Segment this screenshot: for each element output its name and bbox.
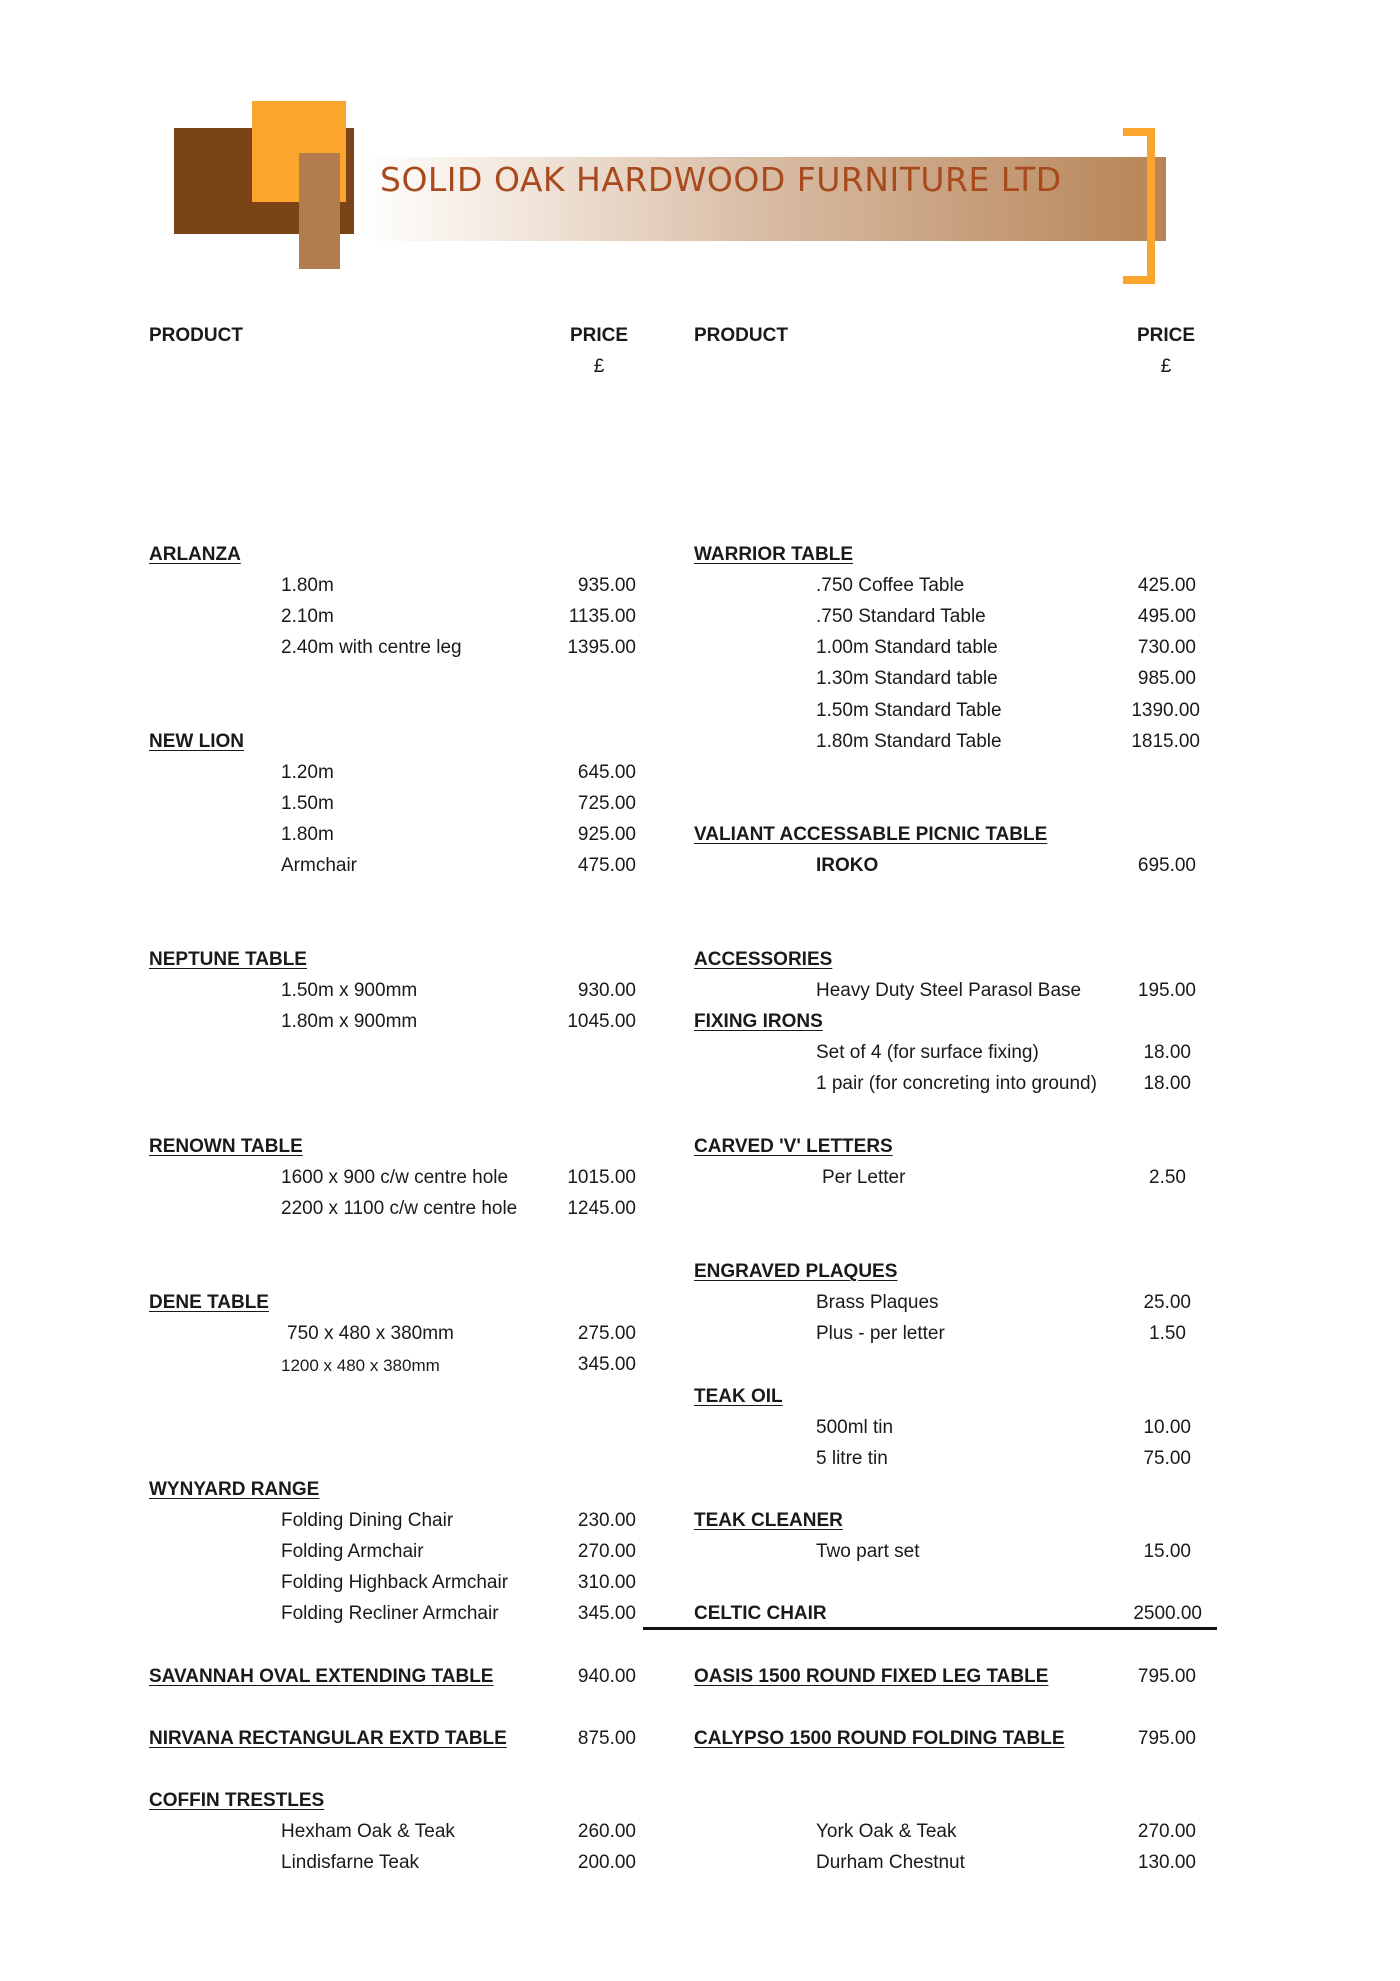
item-price: 270.00: [577, 1541, 636, 1562]
category-dene-table: DENE TABLE: [149, 1292, 269, 1313]
category-valiant-picnic-table: VALIANT ACCESSABLE PICNIC TABLE: [694, 824, 1048, 845]
item-name: Folding Armchair: [281, 1541, 424, 1562]
item-price: 195.00: [1137, 980, 1196, 1001]
category-oasis-table: OASIS 1500 ROUND FIXED LEG TABLE: [694, 1666, 1049, 1687]
banner-bracket: [1123, 128, 1155, 284]
right-currency-label: £: [1160, 356, 1172, 377]
item-price: 10.00: [1143, 1417, 1191, 1438]
celtic-divider-rule: [643, 1627, 1217, 1630]
item-name: Per Letter: [822, 1167, 906, 1188]
item-price: 2.50: [1149, 1167, 1186, 1188]
item-price: 130.00: [1137, 1852, 1196, 1873]
item-price: 1815.00: [1131, 731, 1200, 752]
category-neptune-table: NEPTUNE TABLE: [149, 949, 307, 970]
item-name: IROKO: [816, 855, 879, 876]
item-name: Heavy Duty Steel Parasol Base: [816, 980, 1082, 1001]
item-price: 1.50: [1149, 1323, 1186, 1344]
item-price: 200.00: [577, 1852, 636, 1873]
logo-tan-block: [299, 153, 340, 269]
category-teak-cleaner: TEAK CLEANER: [694, 1510, 843, 1531]
item-name: 2.40m with centre leg: [281, 637, 462, 658]
item-price: 940.00: [577, 1666, 636, 1687]
category-wynyard-range: WYNYARD RANGE: [149, 1479, 320, 1500]
category-accessories: ACCESSORIES: [694, 949, 833, 970]
item-name: 1.30m Standard table: [816, 668, 998, 689]
item-price: 230.00: [577, 1510, 636, 1531]
category-carved-letters: CARVED 'V' LETTERS: [694, 1136, 893, 1157]
left-currency-label: £: [593, 356, 605, 377]
item-price: 270.00: [1137, 1821, 1196, 1842]
left-product-header: PRODUCT: [149, 325, 243, 346]
item-price: 875.00: [577, 1728, 636, 1749]
item-price: 645.00: [577, 762, 636, 783]
item-name: 500ml tin: [816, 1417, 894, 1438]
item-price: 260.00: [577, 1821, 636, 1842]
item-name: 1.80m x 900mm: [281, 1011, 418, 1032]
category-warrior-table: WARRIOR TABLE: [694, 544, 854, 565]
item-name: 1.50m: [281, 793, 334, 814]
item-name: Brass Plaques: [816, 1292, 939, 1313]
item-price: 1390.00: [1131, 700, 1200, 721]
category-coffin-trestles: COFFIN TRESTLES: [149, 1790, 325, 1811]
category-celtic-chair: CELTIC CHAIR: [694, 1603, 827, 1624]
item-name: Plus - per letter: [816, 1323, 945, 1344]
item-name: 1.50m Standard Table: [816, 700, 1002, 721]
item-price: 15.00: [1143, 1541, 1191, 1562]
item-name: 1.20m: [281, 762, 334, 783]
item-name: Folding Highback Armchair: [281, 1572, 509, 1593]
item-price: 2500.00: [1133, 1603, 1202, 1624]
item-name: 1.00m Standard table: [816, 637, 998, 658]
right-product-header: PRODUCT: [694, 325, 788, 346]
item-name: 1.80m: [281, 824, 334, 845]
item-name: 2.10m: [281, 606, 334, 627]
item-price: 275.00: [577, 1323, 636, 1344]
item-name: Two part set: [816, 1541, 920, 1562]
item-price: 425.00: [1137, 575, 1196, 596]
category-teak-oil: TEAK OIL: [694, 1386, 783, 1407]
item-name: 2200 x 1100 c/w centre hole: [281, 1198, 518, 1219]
item-name: 1600 x 900 c/w centre hole: [281, 1167, 509, 1188]
item-price: 695.00: [1137, 855, 1196, 876]
item-name: .750 Coffee Table: [816, 575, 965, 596]
category-arlanza: ARLANZA: [149, 544, 241, 565]
item-name: 1 pair (for concreting into ground): [816, 1073, 1097, 1094]
item-name: Armchair: [281, 855, 358, 876]
category-new-lion: NEW LION: [149, 731, 244, 752]
item-name: 1.80m: [281, 575, 334, 596]
item-price: 475.00: [577, 855, 636, 876]
item-name: 1.50m x 900mm: [281, 980, 418, 1001]
item-name: 750 x 480 x 380mm: [287, 1323, 454, 1344]
category-fixing-irons: FIXING IRONS: [694, 1011, 823, 1032]
item-price: 18.00: [1143, 1073, 1191, 1094]
item-name: Durham Chestnut: [816, 1852, 965, 1873]
item-name: 1200 x 480 x 380mm: [281, 1356, 440, 1375]
item-name: Folding Recliner Armchair: [281, 1603, 499, 1624]
item-price: 1395.00: [567, 637, 636, 658]
item-price: 18.00: [1143, 1042, 1191, 1063]
item-price: 725.00: [577, 793, 636, 814]
item-price: 985.00: [1137, 668, 1196, 689]
item-name: 5 litre tin: [816, 1448, 888, 1469]
item-name: Folding Dining Chair: [281, 1510, 454, 1531]
category-renown-table: RENOWN TABLE: [149, 1136, 303, 1157]
item-price: 310.00: [577, 1572, 636, 1593]
item-price: 925.00: [577, 824, 636, 845]
item-price: 25.00: [1143, 1292, 1191, 1313]
item-price: 345.00: [577, 1354, 636, 1375]
item-price: 730.00: [1137, 637, 1196, 658]
item-name: .750 Standard Table: [816, 606, 986, 627]
item-name: 1.80m Standard Table: [816, 731, 1002, 752]
item-price: 930.00: [577, 980, 636, 1001]
item-name: Lindisfarne Teak: [281, 1852, 420, 1873]
item-price: 935.00: [577, 575, 636, 596]
item-price: 1045.00: [567, 1011, 636, 1032]
category-calypso-table: CALYPSO 1500 ROUND FOLDING TABLE: [694, 1728, 1065, 1749]
item-price: 1135.00: [568, 606, 636, 627]
left-price-header: PRICE: [569, 325, 629, 346]
item-name: Hexham Oak & Teak: [281, 1821, 455, 1842]
item-price: 1015.00: [567, 1167, 636, 1188]
item-name: Set of 4 (for surface fixing): [816, 1042, 1039, 1063]
category-nirvana-table: NIRVANA RECTANGULAR EXTD TABLE: [149, 1728, 507, 1749]
item-price: 75.00: [1143, 1448, 1191, 1469]
item-price: 795.00: [1137, 1666, 1196, 1687]
item-price: 495.00: [1137, 606, 1196, 627]
item-price: 795.00: [1137, 1728, 1196, 1749]
right-price-header: PRICE: [1136, 325, 1196, 346]
company-title: SOLID OAK HARDWOOD FURNITURE LTD: [380, 160, 1062, 199]
item-price: 345.00: [577, 1603, 636, 1624]
category-engraved-plaques: ENGRAVED PLAQUES: [694, 1261, 898, 1282]
item-price: 1245.00: [567, 1198, 636, 1219]
category-savannah-table: SAVANNAH OVAL EXTENDING TABLE: [149, 1666, 494, 1687]
item-name: York Oak & Teak: [816, 1821, 957, 1842]
